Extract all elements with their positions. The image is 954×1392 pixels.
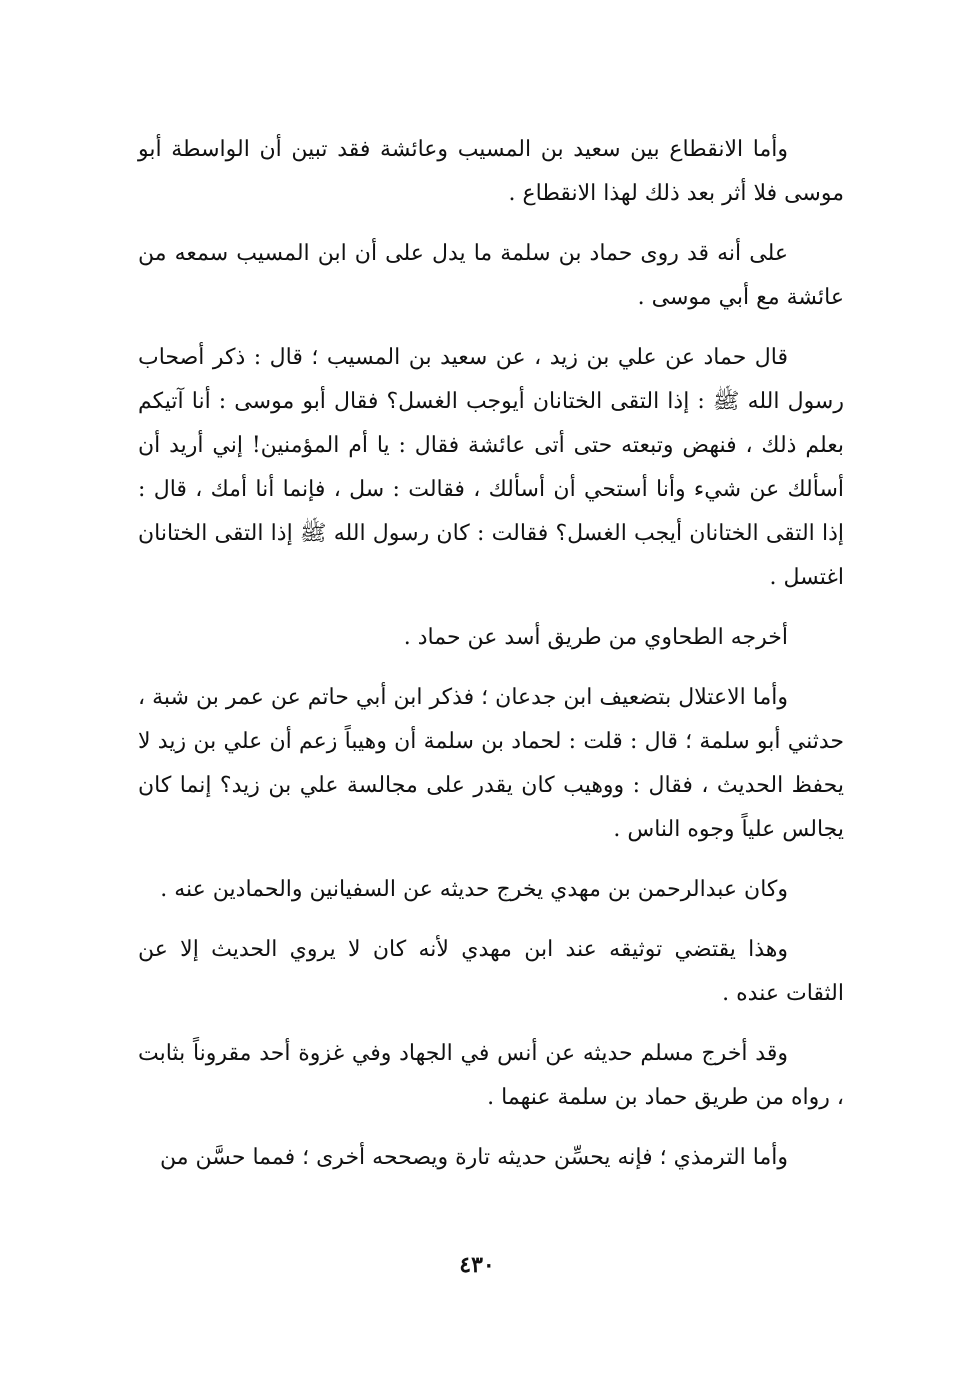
paragraph-3: قال حماد عن علي بن زيد ، عن سعيد بن المسيب ؛ قال : ذكر أصحاب رسول الله ﷺ : إذا التقى الختانان أيوجب الغسل؟ فقال أبو موسى : أنا آتيكم بعلم ذلك ، فنهض وتبعته حتى أتى عائشة فقال : يا أم المؤمنين! إني أريد أن أسألك عن شيء وأنا أستحي أن أسألك ، فقالت : سل ، فإنما أنا أمك ، قال : إذا التقى الختانان أيجب الغسل؟ فقالت : كان رسول الله ﷺ إذا التقى الختانان اغتسل . (138, 345, 844, 590)
page-body-text (138, 128, 844, 1196)
paragraph-7: وهذا يقتضي توثيقه عند ابن مهدي لأنه كان لا يروي الحديث إلا عن الثقات عنده . (138, 937, 844, 1006)
page-number: ٤٣٠ (459, 1252, 495, 1278)
paragraph-6: وكان عبدالرحمن بن مهدي يخرج حديثه عن السفيانين والحمادين عنه . (160, 877, 788, 902)
paragraph-5: وأما الاعتلال بتضعيف ابن جدعان ؛ فذكر ابن أبي حاتم عن عمر بن شبة ، حدثني أبو سلمة ؛ قال : قلت : لحماد بن سلمة أن وهيباً زعم أن علي بن زيد لا يحفظ الحديث ، فقال : ووهيب كان يقدر على مجالسة علي بن زيد؟ إنما كان يجالس علياً وجوه الناس . (138, 685, 844, 842)
paragraph-1: وأما الانقطاع بين سعيد بن المسيب وعائشة فقد تبين أن الواسطة أبو موسى فلا أثر بعد ذلك لهذا الانقطاع . (138, 137, 844, 206)
paragraph-4: أخرجه الطحاوي من طريق أسد عن حماد . (403, 625, 788, 650)
paragraph-2: على أنه قد روى حماد بن سلمة ما يدل على أن ابن المسيب سمعه من عائشة مع أبي موسى . (138, 241, 844, 310)
paragraph-8: وقد أخرج مسلم حديثه عن أنس في الجهاد وفي غزوة أحد مقروناً بثابت ، رواه من طريق حماد بن سلمة عنهما . (138, 1041, 844, 1110)
paragraph-9: وأما الترمذي ؛ فإنه يحسِّن حديثه تارة ويصححه أخرى ؛ فمما حسَّن من (159, 1145, 788, 1170)
